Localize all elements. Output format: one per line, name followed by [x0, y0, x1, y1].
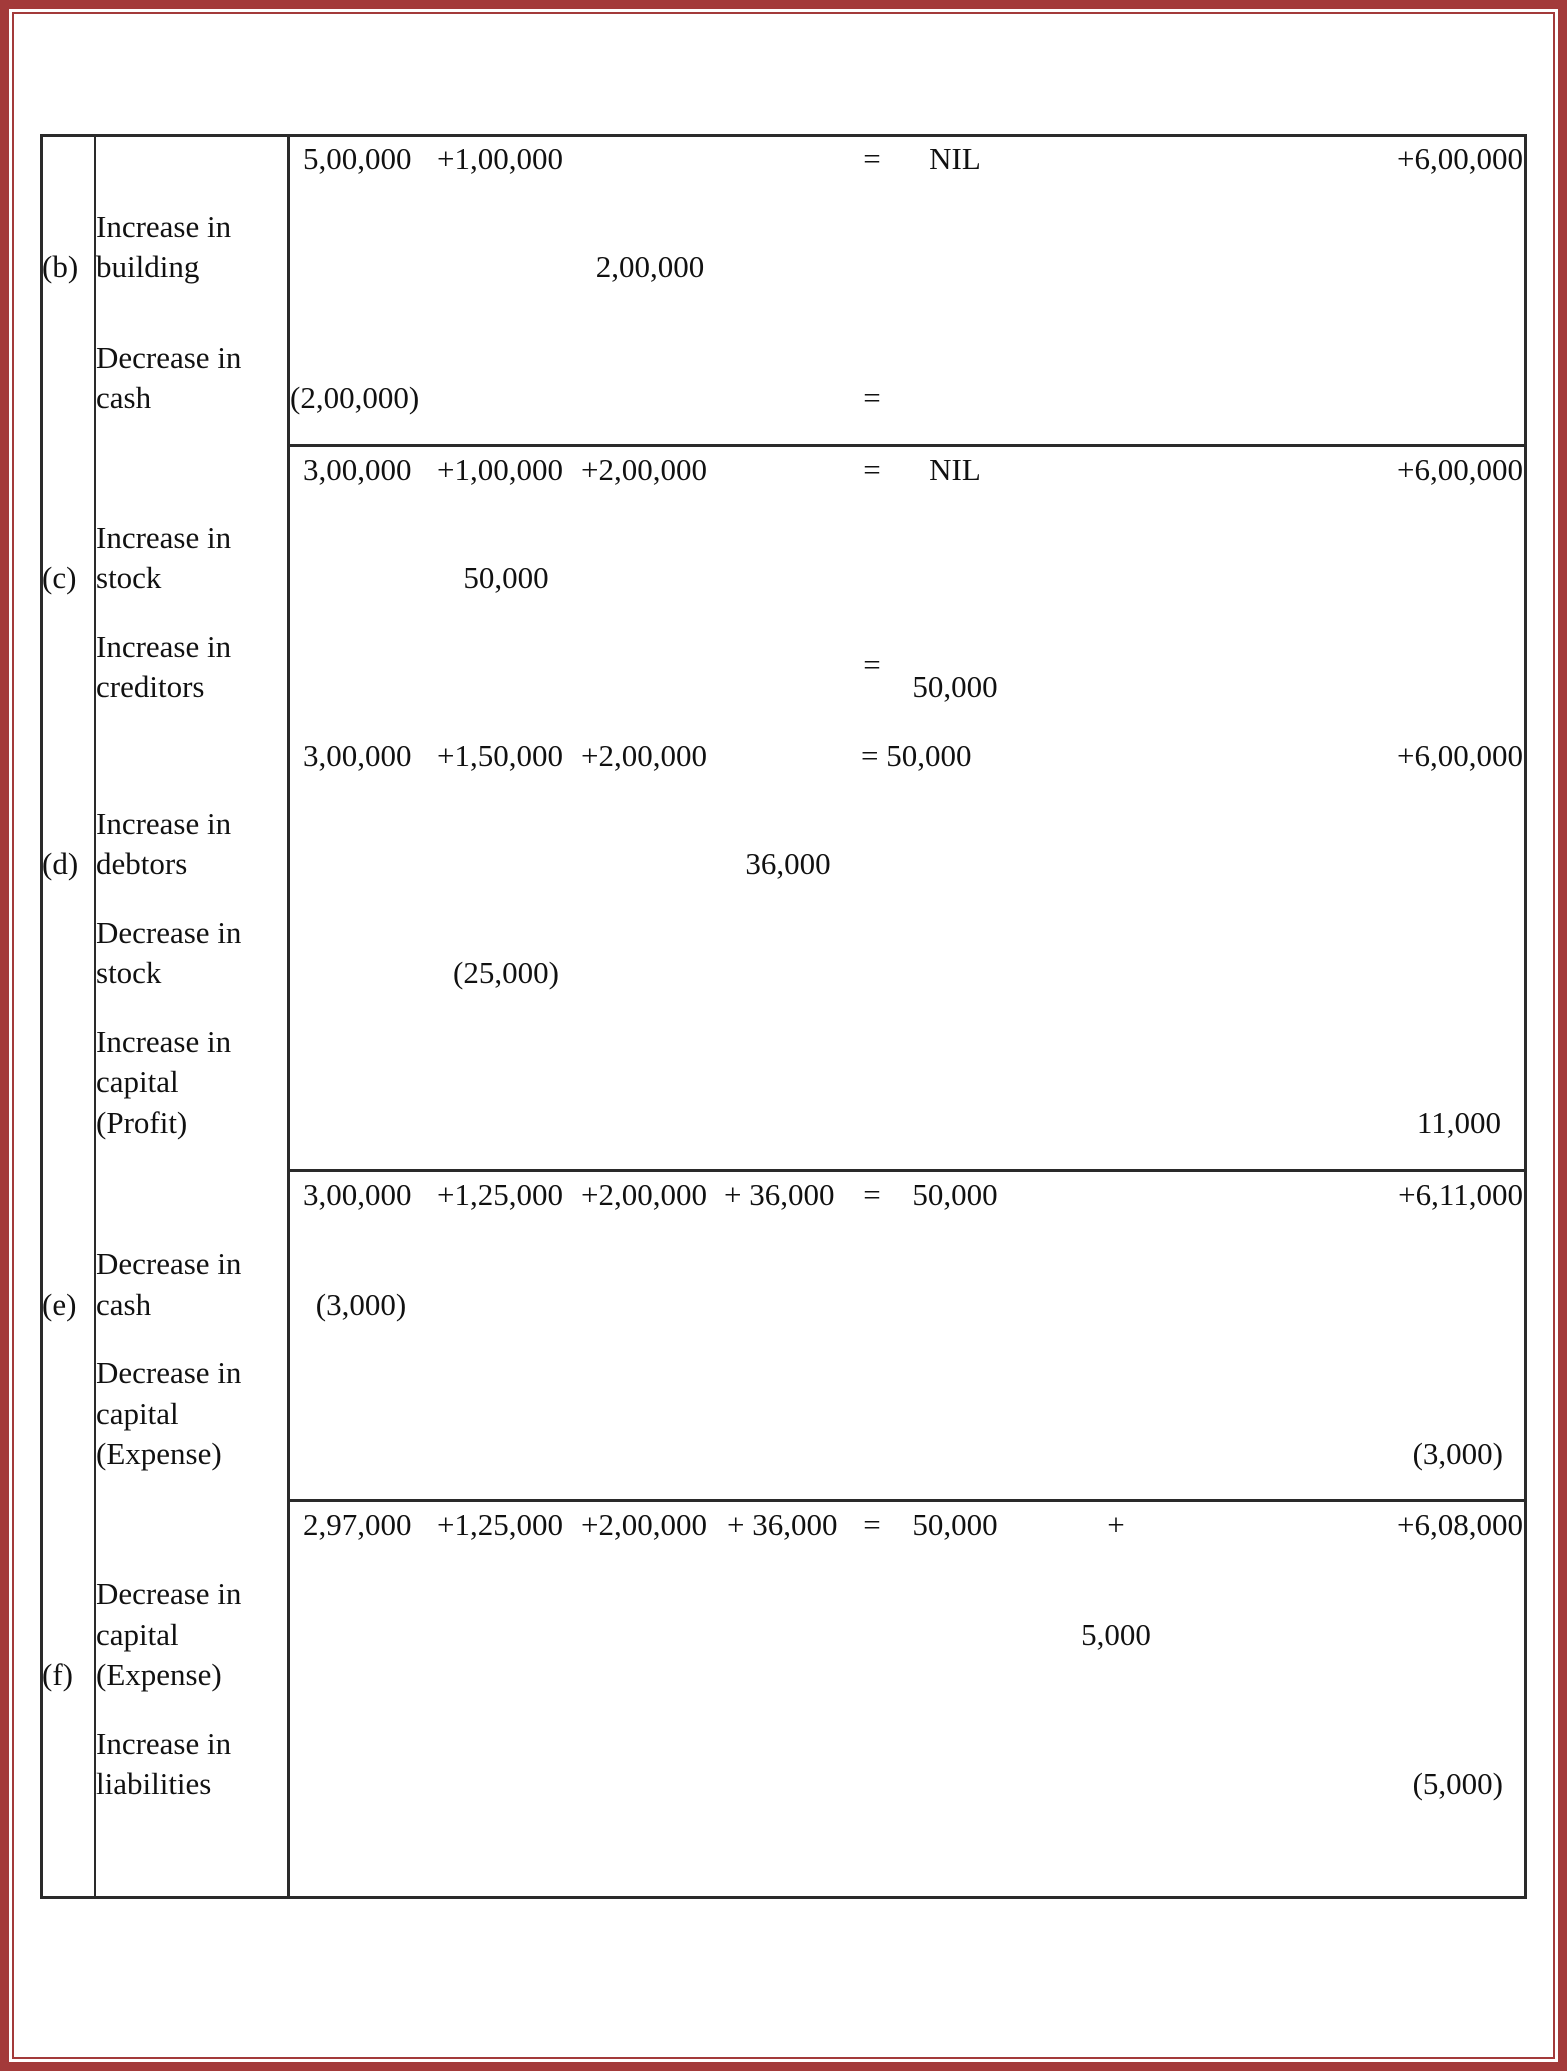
header-equals: =: [863, 141, 881, 176]
header-capital: +6,00,000: [1397, 452, 1523, 487]
table-left-border: [40, 134, 43, 1899]
label-item: cash: [96, 1287, 152, 1322]
row-code: (c): [42, 560, 77, 595]
label-item: debtors: [96, 846, 188, 881]
table-top-border: [40, 134, 1527, 137]
header-building: +2,00,000: [581, 1507, 707, 1542]
label-note: (Expense): [96, 1657, 222, 1692]
label-decrease-in: Decrease in: [96, 1576, 242, 1611]
header-capital: +6,00,000: [1397, 738, 1523, 773]
row-code: (b): [42, 249, 79, 284]
label-increase-in: Increase in: [96, 629, 232, 664]
header-cash: 3,00,000: [303, 1177, 412, 1212]
header-building: +2,00,000: [581, 738, 707, 773]
label-item: capital: [96, 1617, 179, 1652]
header-capital: +6,00,000: [1397, 141, 1523, 176]
label-note: (Expense): [96, 1436, 222, 1471]
header-liabilities: NIL: [929, 452, 981, 487]
row-code: (f): [42, 1657, 73, 1692]
header-debtors: + 36,000: [724, 1177, 835, 1212]
header-liabilities: NIL: [929, 141, 981, 176]
cash-change: (2,00,000): [290, 380, 420, 415]
header-stock: +1,50,000: [437, 738, 563, 773]
header-equals: =: [863, 1507, 881, 1542]
creditors-change: 50,000: [912, 669, 998, 704]
label-increase-in: Increase in: [96, 1726, 232, 1761]
label-decrease-in: Decrease in: [96, 340, 242, 375]
label-item: stock: [96, 560, 162, 595]
header-cash: 3,00,000: [303, 738, 412, 773]
header-building: +2,00,000: [581, 1177, 707, 1212]
cash-change: (3,000): [315, 1287, 407, 1322]
row-divider-d-e: [287, 1169, 1527, 1172]
equals-sign: =: [863, 380, 881, 415]
row-code: (d): [42, 846, 79, 881]
label-decrease-in: Decrease in: [96, 1355, 242, 1390]
header-liabilities: 50,000: [912, 1177, 998, 1212]
header-plus: +: [1107, 1507, 1125, 1542]
debtors-change: 36,000: [745, 846, 831, 881]
row-code: (e): [42, 1287, 77, 1322]
table-right-border: [1524, 134, 1527, 1899]
header-equals-liabilities: = 50,000: [861, 738, 972, 773]
header-stock: +1,00,000: [437, 452, 563, 487]
header-capital: +6,08,000: [1397, 1507, 1523, 1542]
label-item: cash: [96, 380, 152, 415]
header-debtors: + 36,000: [727, 1507, 838, 1542]
header-cash: 3,00,000: [303, 452, 412, 487]
label-decrease-in: Decrease in: [96, 915, 242, 950]
row-divider-b-c: [287, 444, 1527, 447]
liabilities-change: 5,000: [1081, 1617, 1151, 1652]
header-stock: +1,25,000: [437, 1507, 563, 1542]
label-item: liabilities: [96, 1766, 212, 1801]
label-item: stock: [96, 955, 162, 990]
label-item: capital: [96, 1064, 179, 1099]
equals-sign: =: [863, 647, 881, 682]
page-border-inner: [12, 12, 1555, 2059]
capital-change: 11,000: [1416, 1105, 1501, 1140]
label-item: creditors: [96, 669, 205, 704]
header-stock: +1,00,000: [437, 141, 563, 176]
header-equals: =: [863, 1177, 881, 1212]
label-note: (Profit): [96, 1105, 188, 1140]
header-cash: 5,00,000: [303, 141, 412, 176]
stock-change: 50,000: [463, 560, 549, 595]
capital-change: (3,000): [1412, 1436, 1503, 1471]
label-increase-in: Increase in: [96, 209, 232, 244]
header-cash: 2,97,000: [303, 1507, 412, 1542]
label-increase-in: Increase in: [96, 1024, 232, 1059]
header-building: +2,00,000: [581, 452, 707, 487]
table-bottom-border: [40, 1896, 1527, 1899]
header-capital: +6,11,000: [1398, 1177, 1523, 1212]
stock-change: (25,000): [453, 955, 559, 990]
label-item: building: [96, 249, 200, 284]
label-item: capital: [96, 1396, 179, 1431]
capital-change: (5,000): [1412, 1766, 1503, 1801]
label-decrease-in: Decrease in: [96, 1246, 242, 1281]
header-equals: =: [863, 452, 881, 487]
header-liabilities: 50,000: [912, 1507, 998, 1542]
building-change: 2,00,000: [595, 249, 705, 284]
label-increase-in: Increase in: [96, 806, 232, 841]
row-divider-e-f: [287, 1499, 1527, 1502]
header-stock: +1,25,000: [437, 1177, 563, 1212]
label-increase-in: Increase in: [96, 520, 232, 555]
